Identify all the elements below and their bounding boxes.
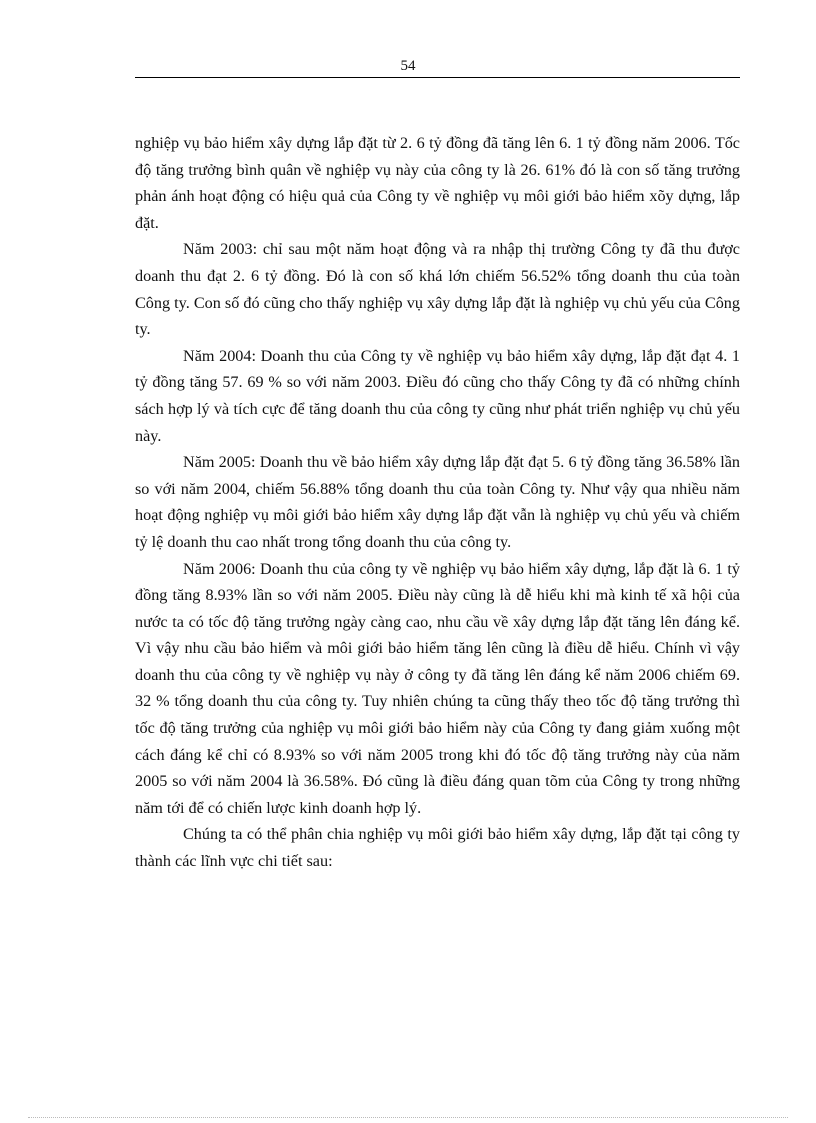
footer-dotted-rule — [28, 1117, 788, 1118]
paragraph-year-2005: Năm 2005: Doanh thu về bảo hiểm xây dựng lắp đặt đạt 5. 6 tỷ đồng tăng 36.58% lần so với năm 2004, chiếm 56.88% tổng doanh thu của toàn Công ty. Như vậy qua nhiều năm hoạt động nghiệp vụ môi giới bảo hiểm xây dựng lắp đặt vẫn là nghiệp vụ chủ yếu và chiếm tỷ lệ doanh thu cao nhất trong tổng doanh thu của công ty. — [135, 453, 740, 551]
paragraph-year-2004: Năm 2004: Doanh thu của Công ty về nghiệp vụ bảo hiểm xây dựng, lắp đặt đạt 4. 1 tỷ đồng tăng 57. 69 % so với năm 2003. Điều đó cũng cho thấy Công ty đã có những chính sách hợp lý và tích cực để tăng doanh thu của công ty cũng như phát triển nghiệp vụ chủ yếu này. — [135, 346, 740, 445]
paragraph-classification: Chúng ta có thể phân chia nghiệp vụ môi giới bảo hiểm xây dựng, lắp đặt tại công ty thành các lĩnh vực chi tiết sau: — [135, 825, 740, 871]
paragraph-year-2006: Năm 2006: Doanh thu của công ty về nghiệp vụ bảo hiểm xây dựng, lắp đặt là 6. 1 tỷ đồng tăng 8.93% lần so với năm 2005. Điều này cũng là dễ hiểu khi mà kinh tế xã hội của nước ta có tốc độ tăng trưởng ngày càng cao, nhu cầu về xây dựng lắp đặt tăng lên đáng kể. Vì vậy nhu cầu bảo hiểm và môi giới bảo hiểm tăng lên cũng là điều dễ hiểu. Chính vì vậy doanh thu của công ty về nghiệp vụ này ở công ty đã tăng lên đáng kể năm 2006 chiếm 69. 32 % tổng doanh thu của công ty. Tuy nhiên chúng ta cũng thấy theo tốc độ tăng trưởng thì tốc độ tăng trưởng của nghiệp vụ môi giới bảo hiểm này của Công ty đang giảm xuống một cách đáng kể chỉ có 8.93% so với năm 2005 trong khi đó tốc độ tăng trưởng này của năm 2005 so với năm 2004 là 36.58%. Đó cũng là điều đáng quan tõm của Công ty trong những năm tới để có chiến lược kinh doanh hợp lý. — [135, 559, 740, 817]
header-rule — [135, 77, 740, 78]
page-number: 54 — [400, 58, 416, 74]
document-body — [135, 130, 740, 875]
paragraph-continuation: nghiệp vụ bảo hiểm xây dựng lắp đặt từ 2. 6 tỷ đồng đã tăng lên 6. 1 tỷ đồng năm 2006. Tốc độ tăng trưởng bình quân về nghiệp vụ này của công ty là 26. 61% đó là con số tăng trưởng phản ánh hoạt động có hiệu quả của Công ty về nghiệp vụ môi giới bảo hiểm xõy dựng, lắp đặt. — [135, 134, 740, 232]
paragraph-year-2003: Năm 2003: chỉ sau một năm hoạt động và ra nhập thị trường Công ty đã thu được doanh thu đạt 2. 6 tỷ đồng. Đó là con số khá lớn chiếm 56.52% tổng doanh thu của toàn Công ty. Con số đó cũng cho thấy nghiệp vụ xây dựng lắp đặt là nghiệp vụ chủ yếu của Công ty. — [135, 240, 740, 339]
